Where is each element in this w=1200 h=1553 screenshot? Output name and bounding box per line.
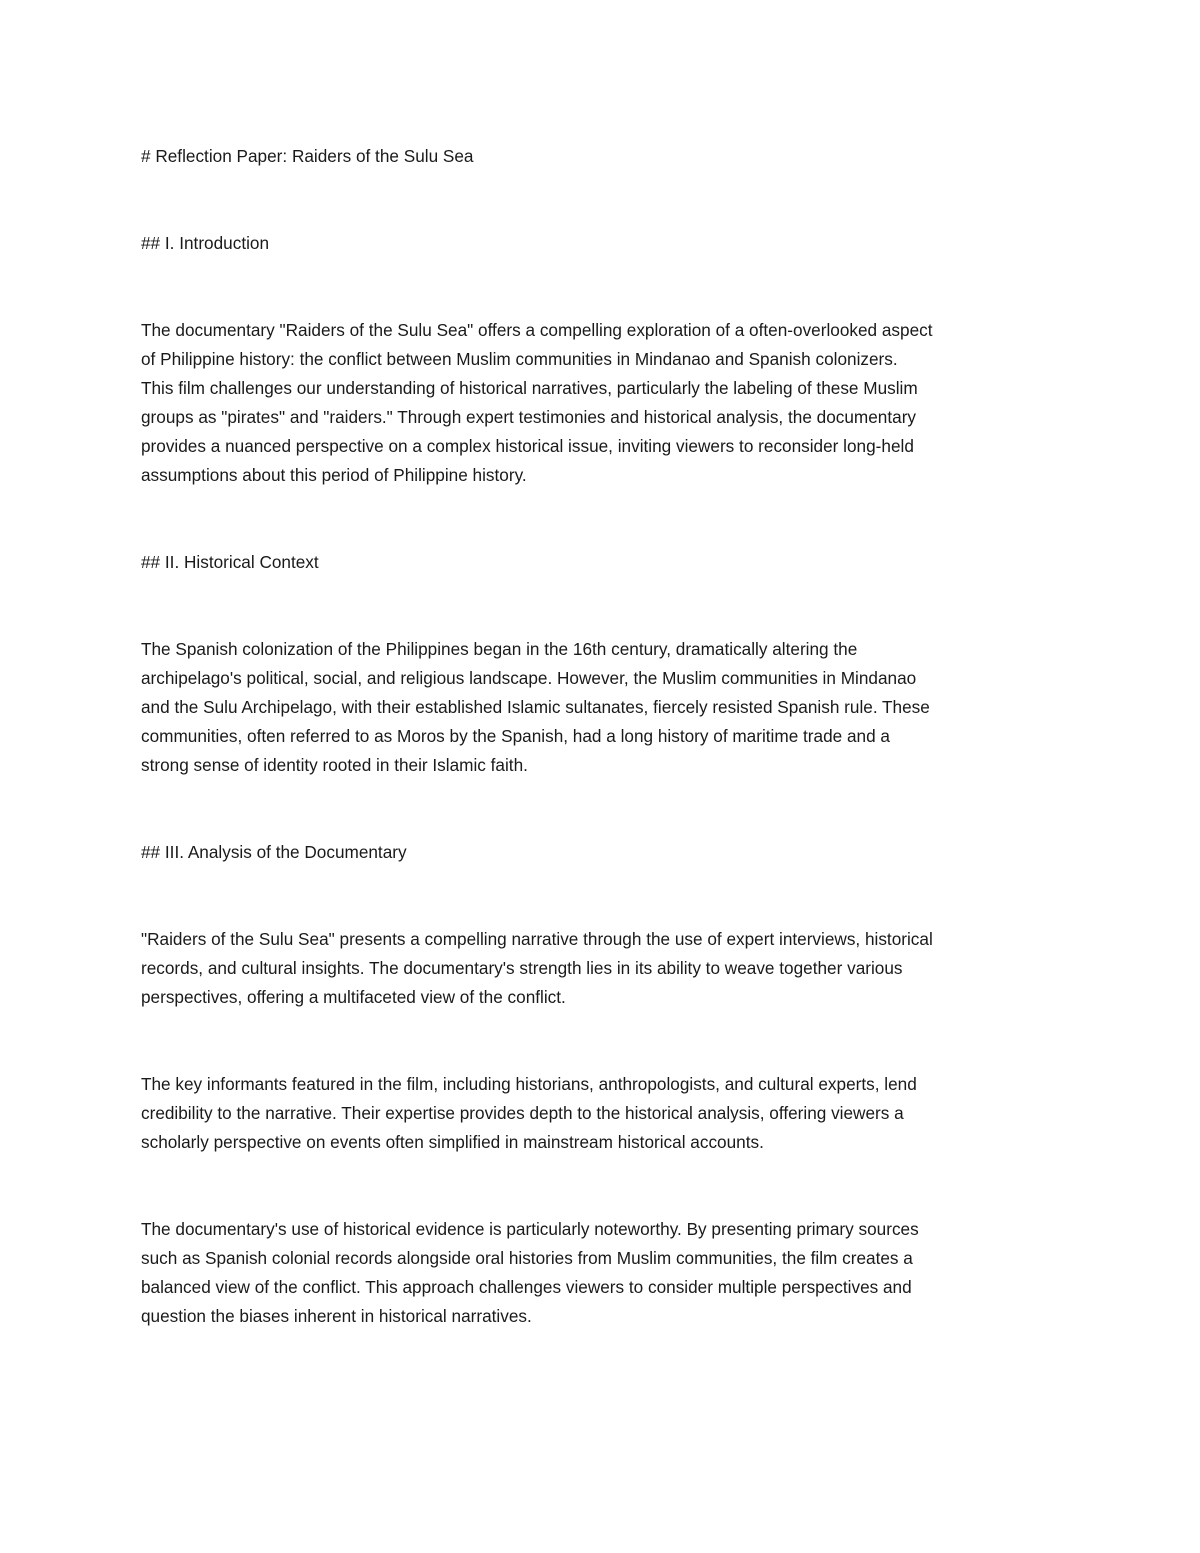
spacer <box>141 867 1071 925</box>
paragraph-line: "Raiders of the Sulu Sea" presents a compelling narrative through the use of expert interviews, historical <box>141 929 933 949</box>
section-heading-historical-context: ## II. Historical Context <box>141 552 319 572</box>
paragraph-introduction <box>141 316 1071 490</box>
spacer <box>141 258 1071 316</box>
document-body <box>141 142 1071 1331</box>
paragraph-line: archipelago's political, social, and religious landscape. However, the Muslim communities in Mindanao <box>141 668 917 688</box>
paragraph-analysis-2 <box>141 1070 1071 1157</box>
paragraph-line: and the Sulu Archipelago, with their established Islamic sultanates, fiercely resisted Spanish rule. These <box>141 697 930 717</box>
spacer <box>141 577 1071 635</box>
paragraph-line: assumptions about this period of Philippine history. <box>141 465 527 485</box>
paragraph-line: The documentary's use of historical evidence is particularly noteworthy. By presenting primary sources <box>141 1219 919 1239</box>
paragraph-analysis-3 <box>141 1215 1071 1331</box>
section-heading-introduction: ## I. Introduction <box>141 233 270 253</box>
spacer <box>141 490 1071 548</box>
paragraph-line: credibility to the narrative. Their expertise provides depth to the historical analysis, offering viewers a <box>141 1103 904 1123</box>
spacer <box>141 1012 1071 1070</box>
paragraph-historical-context <box>141 635 1071 780</box>
paragraph-line: such as Spanish colonial records alongside oral histories from Muslim communities, the film creates a <box>141 1248 913 1268</box>
paragraph-line: perspectives, offering a multifaceted view of the conflict. <box>141 987 566 1007</box>
paragraph-line: The documentary "Raiders of the Sulu Sea" offers a compelling exploration of a often-overlooked aspect <box>141 320 933 340</box>
section-heading-analysis: ## III. Analysis of the Documentary <box>141 842 407 862</box>
paragraph-analysis-1 <box>141 925 1071 1012</box>
paragraph-line: groups as "pirates" and "raiders." Through expert testimonies and historical analysis, the documentary <box>141 407 917 427</box>
paragraph-line: provides a nuanced perspective on a complex historical issue, inviting viewers to reconsider long-held <box>141 436 914 456</box>
spacer <box>141 1157 1071 1215</box>
paragraph-line: strong sense of identity rooted in their Islamic faith. <box>141 755 528 775</box>
paragraph-line: records, and cultural insights. The documentary's strength lies in its ability to weave together various <box>141 958 903 978</box>
document-title: # Reflection Paper: Raiders of the Sulu Sea <box>141 146 474 166</box>
paragraph-line: scholarly perspective on events often simplified in mainstream historical accounts. <box>141 1132 764 1152</box>
spacer <box>141 780 1071 838</box>
paragraph-line: of Philippine history: the conflict between Muslim communities in Mindanao and Spanish colonizers. <box>141 349 898 369</box>
paragraph-line: This film challenges our understanding of historical narratives, particularly the labeling of these Muslim <box>141 378 918 398</box>
paragraph-line: communities, often referred to as Moros by the Spanish, had a long history of maritime trade and a <box>141 726 890 746</box>
paragraph-line: balanced view of the conflict. This approach challenges viewers to consider multiple perspectives and <box>141 1277 912 1297</box>
paragraph-line: question the biases inherent in historical narratives. <box>141 1306 532 1326</box>
paragraph-line: The key informants featured in the film, including historians, anthropologists, and cultural experts, lend <box>141 1074 917 1094</box>
spacer <box>141 171 1071 229</box>
paragraph-line: The Spanish colonization of the Philippines began in the 16th century, dramatically altering the <box>141 639 858 659</box>
